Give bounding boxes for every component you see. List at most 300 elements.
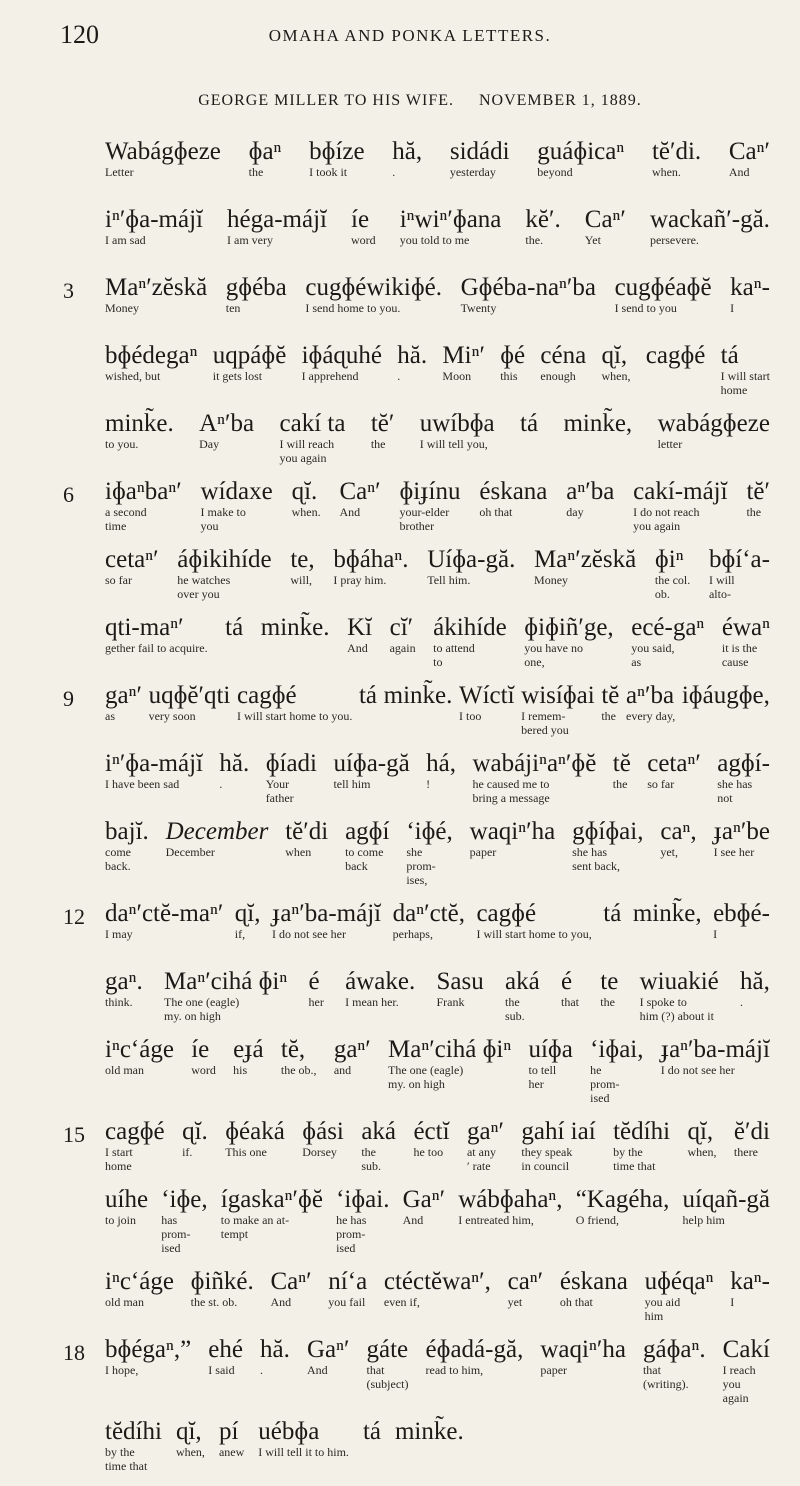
native-word: gaⁿ.: [105, 968, 143, 995]
gloss: if,: [234, 927, 246, 941]
native-word: ɸiⁿ: [654, 546, 684, 573]
gloss: ′ rate: [466, 1159, 491, 1173]
word-pair: [339, 478, 380, 519]
native-word: tĕ′: [746, 478, 770, 505]
gloss: yesterday: [449, 165, 496, 179]
word-pair: [722, 614, 770, 669]
gloss: ob.: [654, 587, 670, 601]
gloss: I took it: [309, 165, 348, 179]
word-pair: [393, 900, 465, 941]
word-pair: [208, 1336, 243, 1377]
word-pair: [261, 614, 330, 642]
native-word: é: [561, 968, 573, 995]
line-number: 15: [63, 1122, 85, 1147]
gloss: him: [644, 1309, 664, 1323]
word-pair: [237, 682, 352, 723]
word-pair: [213, 342, 287, 383]
word-pair: [351, 206, 376, 247]
gloss: word: [191, 1063, 216, 1077]
line-number: 18: [63, 1340, 85, 1365]
native-word: aⁿ′ba: [566, 478, 615, 505]
word-pair: [626, 682, 675, 723]
native-word: áɸikihíde: [177, 546, 272, 573]
gloss: he: [590, 1063, 602, 1077]
native-word: ɸaⁿ: [248, 138, 282, 165]
native-word: uqɸĕ′qti: [148, 682, 231, 709]
gloss: I do not see her: [272, 927, 346, 941]
text-line: [105, 1036, 770, 1118]
gloss: I will: [708, 573, 735, 587]
gloss: back.: [105, 859, 131, 873]
gloss: you told to me: [399, 233, 470, 247]
word-pair: [566, 478, 614, 519]
gloss: as: [105, 709, 115, 723]
gloss: at any: [466, 1145, 496, 1159]
gloss: the col.: [654, 573, 691, 587]
word-pair: [201, 478, 273, 533]
gloss: has: [161, 1213, 178, 1227]
word-pair: [336, 1186, 389, 1255]
word-pair: [105, 968, 143, 1009]
word-pair: [105, 614, 208, 655]
word-pair: [740, 968, 770, 1009]
native-word: éskana: [559, 1268, 628, 1295]
word-pair: [235, 900, 261, 941]
native-word: ebɸé-: [713, 900, 770, 927]
gloss: the: [370, 437, 386, 451]
word-pair: [717, 750, 770, 805]
gloss: The one (eagle): [388, 1063, 464, 1077]
gloss: I remem-: [521, 709, 566, 723]
word-pair: [723, 1336, 770, 1405]
native-word: gahí iaí: [521, 1118, 596, 1145]
native-word: Caⁿ′: [728, 138, 770, 165]
native-word: gɸíɸai,: [572, 818, 644, 845]
gloss: paper: [540, 1363, 568, 1377]
word-pair: [285, 818, 328, 859]
native-word: caⁿ′: [507, 1268, 544, 1295]
word-pair: [687, 1118, 716, 1159]
text-line: [105, 410, 770, 478]
native-word: tĕ: [612, 750, 631, 777]
word-pair: [563, 410, 632, 438]
gloss: come: [105, 845, 131, 859]
gloss: O friend,: [575, 1213, 620, 1227]
native-word: uíhe: [105, 1186, 149, 1213]
gloss: .: [219, 777, 223, 791]
word-pair: [660, 818, 696, 859]
native-word: wabágɸeze: [657, 410, 770, 437]
native-word: Gaⁿ′: [306, 1336, 350, 1363]
native-word: iɸáugɸe,: [681, 682, 770, 709]
native-word: cagɸé: [105, 1118, 165, 1145]
gloss: prom-: [406, 859, 436, 873]
gloss: And: [306, 1363, 328, 1377]
native-word: ɋĭ,: [687, 1118, 714, 1145]
native-word: Maⁿ′cihá ɸiⁿ: [388, 1036, 512, 1063]
gloss: I: [730, 301, 735, 315]
gloss: I make to: [200, 505, 246, 519]
native-word: cakí ta: [279, 410, 346, 437]
word-pair: [347, 614, 372, 655]
word-pair: [658, 410, 770, 451]
gloss: it is the: [721, 641, 758, 655]
word-pair: [450, 138, 510, 179]
word-pair: [413, 1118, 449, 1159]
native-word: iⁿcʻáge: [105, 1036, 174, 1063]
word-pair: [395, 1418, 464, 1446]
word-pair: [105, 818, 149, 873]
word-pair: [521, 682, 595, 737]
native-word: é: [308, 968, 320, 995]
gloss: I said: [208, 1363, 235, 1377]
gloss: he caused me to: [472, 777, 550, 791]
word-pair: [166, 818, 269, 859]
word-pair: [359, 682, 377, 710]
gloss: her: [528, 1077, 544, 1091]
native-word: iⁿwiⁿ′ɸana: [399, 206, 502, 233]
page-number: 120: [60, 20, 99, 49]
gloss: I am sad: [105, 233, 146, 247]
native-word: tĕ,: [280, 1036, 306, 1063]
native-word: cakí-májĭ: [633, 478, 728, 505]
native-word: Wíctĭ: [459, 682, 515, 709]
word-pair: [633, 478, 727, 533]
word-pair: [105, 750, 203, 791]
gloss: And: [728, 165, 750, 179]
gloss: ised: [336, 1241, 356, 1255]
native-word: iɸáɋuhé: [301, 342, 383, 369]
native-word: éctĭ: [413, 1118, 450, 1145]
word-pair: [721, 342, 770, 397]
word-pair: [305, 274, 442, 315]
word-pair: [307, 1336, 350, 1377]
gloss: him (?) about it: [639, 1009, 714, 1023]
native-word: gáte: [366, 1336, 409, 1363]
gloss: when,: [601, 369, 631, 383]
word-pair: [590, 1036, 643, 1105]
word-pair: [600, 968, 618, 1009]
text-line: [63, 682, 770, 750]
word-pair: [730, 274, 770, 315]
word-pair: [219, 750, 249, 791]
gloss: I spoke to: [639, 995, 687, 1009]
gloss: this: [500, 369, 518, 383]
gloss: .: [260, 1363, 264, 1377]
native-word: gaⁿ′: [333, 1036, 371, 1063]
word-pair: [525, 206, 560, 247]
gloss: I send to you: [614, 301, 677, 315]
native-word: iɸaⁿbaⁿ′: [105, 478, 182, 505]
gloss: enough: [540, 369, 576, 383]
word-pair: [505, 968, 540, 1023]
native-word: bɸáhaⁿ.: [333, 546, 409, 573]
gloss: she: [406, 845, 423, 859]
word-pair: [328, 1268, 367, 1309]
native-word: mink̃e.: [260, 614, 330, 641]
word-pair: [105, 206, 203, 247]
native-word: tĕdíhi: [613, 1118, 671, 1145]
word-pair: [226, 274, 287, 315]
word-pair: [176, 1418, 205, 1459]
gloss: in council: [521, 1159, 570, 1173]
word-pair: [105, 138, 221, 179]
gloss: time that: [105, 1459, 148, 1473]
gloss: !: [426, 777, 431, 791]
native-word: Uíɸa-gă.: [427, 546, 516, 573]
word-pair: [540, 1336, 626, 1377]
gloss: ised: [161, 1241, 181, 1255]
gloss: old man: [105, 1295, 144, 1309]
word-pair: [601, 682, 619, 723]
word-pair: [403, 1186, 446, 1227]
word-pair: [655, 546, 690, 601]
native-word: aká: [361, 1118, 397, 1145]
native-word: hă,: [740, 968, 770, 995]
gloss: sub.: [505, 1009, 525, 1023]
word-pair: [472, 750, 596, 805]
native-word: “Kagéha,: [575, 1186, 670, 1213]
word-pair: [524, 614, 613, 669]
native-word: hă.: [260, 1336, 290, 1363]
word-pair: [650, 206, 770, 247]
native-word: qti-maⁿ′: [105, 614, 184, 641]
native-word: uíɸa-gă: [333, 750, 410, 777]
native-word: eɟá: [233, 1036, 264, 1063]
gloss: Moon: [442, 369, 472, 383]
word-pair: [105, 410, 174, 451]
gloss: one,: [524, 655, 545, 669]
gloss: the: [600, 995, 615, 1009]
native-word: Caⁿ′: [339, 478, 381, 505]
word-pair: [249, 138, 282, 179]
word-pair: [585, 206, 626, 247]
gloss: the.: [525, 233, 544, 247]
text-line: [63, 478, 770, 546]
native-word: gɸéba: [225, 274, 287, 301]
gloss: I will start: [720, 369, 770, 383]
native-word: wisíɸai: [521, 682, 595, 709]
gloss: the: [612, 777, 628, 791]
native-word: tá: [720, 342, 739, 369]
native-word: kaⁿ-: [730, 1268, 770, 1295]
word-pair: [537, 138, 624, 179]
gloss: I reach: [722, 1363, 756, 1377]
gloss: to make an at-: [220, 1213, 290, 1227]
native-word: ʻiɸe,: [161, 1186, 208, 1213]
text-line: [105, 546, 770, 614]
gloss: back: [345, 859, 368, 873]
word-pair: [540, 342, 586, 383]
gloss: day: [566, 505, 584, 519]
word-pair: [406, 818, 452, 887]
gloss: when,: [175, 1445, 205, 1459]
native-word: ákihíde: [433, 614, 507, 641]
gloss: perhaps,: [392, 927, 433, 941]
native-word: bɸégaⁿ,”: [105, 1336, 192, 1363]
word-pair: [729, 138, 770, 179]
text-line: [105, 1268, 770, 1336]
word-pair: [528, 1036, 572, 1091]
line-number: 9: [63, 686, 74, 711]
word-pair: [399, 478, 460, 533]
gloss: prom-: [336, 1227, 366, 1241]
word-pair: [345, 818, 389, 873]
gloss: when.: [291, 505, 321, 519]
word-pair: [105, 900, 223, 941]
native-word: pí: [218, 1418, 239, 1445]
gloss: I hope,: [105, 1363, 139, 1377]
page-header: [60, 20, 760, 50]
interlinear-text: [63, 138, 770, 1486]
gloss: And: [339, 505, 361, 519]
gloss: And: [402, 1213, 424, 1227]
gloss: you: [722, 1377, 741, 1391]
native-word: Caⁿ′: [584, 206, 626, 233]
gloss: Day: [199, 437, 220, 451]
native-word: tá: [225, 614, 244, 641]
gloss: prom-: [590, 1077, 620, 1091]
native-word: ígaskaⁿ′ɸĕ: [220, 1186, 323, 1213]
word-pair: [361, 1118, 396, 1173]
native-word: tĕdíhi: [105, 1418, 162, 1445]
native-word: áwake.: [345, 968, 416, 995]
native-word: ɋĭ,: [601, 342, 628, 369]
native-word: te,: [290, 546, 315, 573]
gloss: even if,: [383, 1295, 420, 1309]
word-pair: [730, 1268, 770, 1309]
word-pair: [280, 410, 346, 465]
text-line: [105, 1418, 770, 1486]
word-pair: [367, 1336, 409, 1391]
word-pair: [631, 614, 704, 669]
native-word: tĕ′: [370, 410, 395, 437]
gloss: you: [200, 519, 219, 533]
gloss: think.: [105, 995, 133, 1009]
word-pair: [199, 410, 254, 451]
gloss: so far: [105, 573, 132, 587]
gloss: paper: [469, 845, 497, 859]
text-line: [105, 1186, 770, 1268]
word-pair: [576, 1186, 670, 1227]
native-word: ɋĭ,: [175, 1418, 202, 1445]
native-word: caⁿ,: [660, 818, 697, 845]
native-word: ɋĭ.: [182, 1118, 208, 1145]
word-pair: [643, 1336, 706, 1391]
gloss: (subject): [366, 1377, 409, 1391]
gloss: This one: [225, 1145, 267, 1159]
word-pair: [233, 1036, 264, 1077]
gloss: will,: [290, 573, 313, 587]
native-word: ɸíadi: [265, 750, 318, 777]
gloss: Letter: [105, 165, 134, 179]
native-word: Maⁿ′cihá ɸiⁿ: [164, 968, 288, 995]
native-word: cugɸéaɸĕ: [614, 274, 712, 301]
word-pair: [467, 1118, 504, 1173]
word-pair: [333, 546, 408, 587]
gloss: you fail: [328, 1295, 366, 1309]
word-pair: [272, 900, 381, 941]
word-pair: [105, 342, 198, 383]
gloss: her: [308, 995, 324, 1009]
native-word: uɸéɋaⁿ: [644, 1268, 714, 1295]
native-word: gaⁿ′: [466, 1118, 504, 1145]
line-number: 3: [63, 278, 74, 303]
native-word: mink̃e.: [394, 1418, 464, 1445]
word-pair: [270, 1268, 311, 1309]
text-line: [63, 1118, 770, 1186]
gloss: as: [631, 655, 642, 669]
native-word: agɸí: [345, 818, 390, 845]
gloss: .: [397, 369, 401, 383]
native-word: mink̃e,: [632, 900, 702, 927]
gloss: ten: [225, 301, 241, 315]
word-pair: [613, 1118, 670, 1173]
native-word: ctéctĕwaⁿ′,: [383, 1268, 491, 1295]
gloss: tempt: [220, 1227, 249, 1241]
gloss: read to him,: [425, 1363, 484, 1377]
word-pair: [149, 682, 231, 723]
native-word: wabájiⁿaⁿ′ɸĕ: [472, 750, 597, 777]
native-word: daⁿ′ctĕ-maⁿ′: [105, 900, 224, 927]
native-word: ehé: [208, 1336, 243, 1363]
native-word: cetaⁿ′: [647, 750, 701, 777]
letter-title: GEORGE MILLER TO HIS WIFE. NOVEMBER 1, 1889.: [198, 92, 642, 109]
native-word: ɟaⁿ′ba-májĭ: [660, 1036, 770, 1063]
native-word: ʻiɸai.: [336, 1186, 390, 1213]
gloss: anew: [218, 1445, 245, 1459]
word-pair: [534, 546, 636, 587]
native-word: Gɸéba-naⁿ′ba: [460, 274, 596, 301]
word-pair: [442, 342, 485, 383]
gloss: sub.: [361, 1159, 381, 1173]
native-word: há,: [426, 750, 457, 777]
word-pair: [258, 1418, 349, 1459]
text-line: [105, 206, 770, 274]
native-word: waqiⁿ′ha: [540, 1336, 626, 1363]
word-pair: [420, 410, 495, 451]
gloss: I: [730, 1295, 735, 1309]
gloss: home: [105, 1159, 132, 1173]
gloss: he too: [413, 1145, 444, 1159]
native-word: te: [600, 968, 619, 995]
word-pair: [182, 1118, 208, 1159]
native-word: ɸéaká: [225, 1118, 285, 1145]
word-pair: [427, 546, 515, 587]
gloss: father: [265, 791, 294, 805]
gloss: Yet: [584, 233, 601, 247]
native-word: éwaⁿ: [721, 614, 770, 641]
native-word: tá: [520, 410, 539, 437]
gloss: Twenty: [460, 301, 497, 315]
word-pair: [266, 750, 317, 805]
word-pair: [105, 1186, 148, 1227]
gloss: And: [347, 641, 368, 655]
word-pair: [164, 968, 287, 1023]
word-pair: [734, 1118, 770, 1159]
native-word: hă.: [397, 342, 428, 369]
gloss: ises,: [406, 873, 428, 887]
gloss: I do not see her: [660, 1063, 735, 1077]
gloss: you have no: [524, 641, 583, 655]
word-pair: [105, 546, 159, 587]
native-word: tĕ′di.: [651, 138, 702, 165]
native-word: uíɋañ-gă: [682, 1186, 770, 1213]
word-pair: [334, 1036, 371, 1077]
native-word: ɸiɸiñ′ge,: [524, 614, 614, 641]
gloss: again: [722, 1391, 749, 1405]
gloss: home: [720, 383, 748, 397]
